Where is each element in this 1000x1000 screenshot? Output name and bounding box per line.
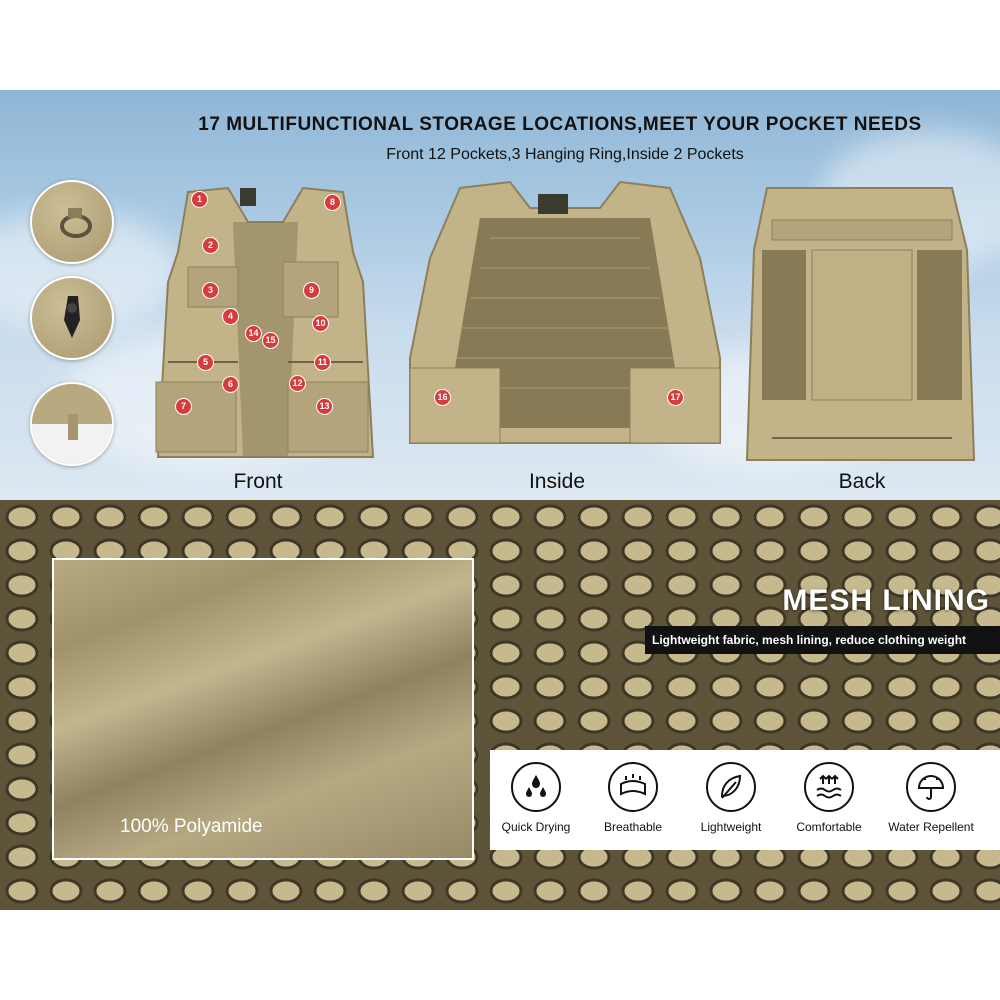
back-label: Back: [838, 470, 886, 493]
pocket-badge: 11: [314, 354, 331, 371]
mesh-lining-title: MESH LINING: [782, 584, 990, 617]
headline: 17 MULTIFUNCTIONAL STORAGE LOCATIONS,MEET YOUR POCKET NEEDS: [198, 114, 922, 135]
feature-label: Water Repellent: [888, 820, 974, 834]
pocket-badge: 16: [434, 389, 451, 406]
front-label: Front: [233, 470, 283, 493]
feature-label: Lightweight: [700, 820, 762, 834]
pocket-badge: 7: [175, 398, 192, 415]
back-vest-image: [742, 180, 980, 462]
pocket-badge: 8: [324, 194, 341, 211]
inside-label: Inside: [528, 470, 586, 493]
feature-quick-drying: [486, 762, 586, 834]
umbrella-icon: [906, 762, 956, 812]
pocket-badge: 15: [262, 332, 279, 349]
water-drops-icon: [511, 762, 561, 812]
pocket-badge: 3: [202, 282, 219, 299]
pocket-badge: 17: [667, 389, 684, 406]
feather-icon: [706, 762, 756, 812]
inside-vest-image: [400, 178, 730, 463]
pocket-badge: 13: [316, 398, 333, 415]
feature-lightweight: [681, 762, 781, 834]
feature-label: Quick Drying: [501, 820, 571, 834]
feature-comfortable: [779, 762, 879, 834]
fabric-layers-icon: [608, 762, 658, 812]
feature-label: Breathable: [603, 820, 663, 834]
feature-water-repellent: [881, 762, 981, 834]
pocket-badge: 5: [197, 354, 214, 371]
tab-detail-thumbnail: [30, 382, 114, 466]
pocket-badge: 2: [202, 237, 219, 254]
mesh-description: Lightweight fabric, mesh lining, reduce clothing weight: [652, 633, 967, 647]
waves-arrows-icon: [804, 762, 854, 812]
polyamide-fabric-closeup: [52, 558, 474, 860]
clip-detail-thumbnail: [30, 276, 114, 360]
subtitle: Front 12 Pockets,3 Hanging Ring,Inside 2 Pockets: [386, 146, 744, 163]
pocket-badge: 1: [191, 191, 208, 208]
pocket-badge: 4: [222, 308, 239, 325]
material-label: 100% Polyamide: [120, 816, 263, 837]
pocket-badge: 6: [222, 376, 239, 393]
pocket-badge: 9: [303, 282, 320, 299]
pocket-badge: 12: [289, 375, 306, 392]
pocket-badge: 14: [245, 325, 262, 342]
pocket-badge: 10: [312, 315, 329, 332]
d-ring-detail-thumbnail: [30, 180, 114, 264]
feature-label: Comfortable: [796, 820, 862, 834]
front-vest-image: [148, 182, 383, 467]
feature-breathable: [583, 762, 683, 834]
